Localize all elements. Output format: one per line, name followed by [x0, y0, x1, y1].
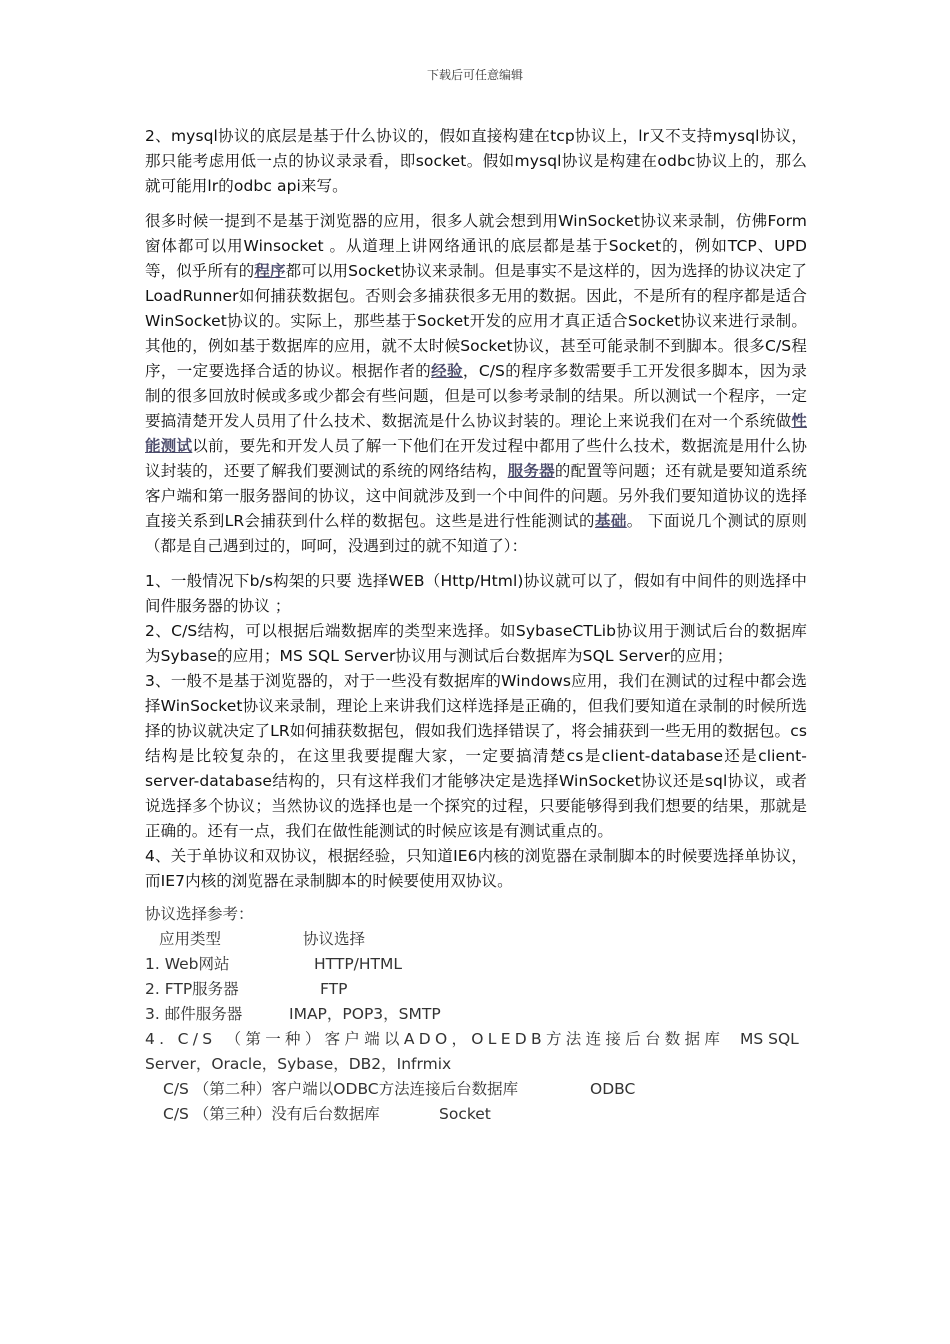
- link-program[interactable]: 程序: [254, 262, 286, 280]
- reference-section: [145, 902, 807, 1127]
- document-body: [145, 124, 807, 1127]
- rule-3: 3、一般不是基于浏览器的，对于一些没有数据库的Windows应用，我们在测试的过程中都会选择WinSocket协议来录制，理论上来讲我们这样选择是正确的，但我们要知道在录制的时候所选择的协议就决定了LR如何捕获数据包，假如我们选择错误了，将会捕获到一些无用的数据包。cs结构是比较复杂的，在这里我要提醒大家，一定要搞清楚cs是client-database还是client-server-database结构的，只有这样我们才能够决定是选择WinSocket协议还是sql协议，或者说选择多个协议；当然协议的选择也是一个探究的过程，只要能够得到我们想要的结果，那就是正确的。还有一点，我们在做性能测试的时候应该是有测试重点的。: [145, 672, 807, 840]
- row-protocol: MS SQL: [740, 1030, 799, 1048]
- reference-title: 协议选择参考：: [145, 905, 254, 923]
- row-protocol: ODBC: [590, 1080, 636, 1098]
- row-app: C/S （第三种）没有后台数据库: [163, 1105, 380, 1123]
- rule-4: 4、关于单协议和双协议，根据经验，只知道IE6内核的浏览器在录制脚本的时候要选择单协议，而IE7内核的浏览器在录制脚本的时候要使用双协议。: [145, 847, 807, 890]
- paragraph-protocol-intro: [145, 209, 807, 559]
- text-segment: 以前，要先和开发人员了解一下他们在开发过程中都用了些什么技术，数据流是用什么协议封装的，还要了解我们要测试的系统的网络结构，: [145, 437, 807, 480]
- rule-2: 2、C/S结构，可以根据后端数据库的类型来选择。如SybaseCTLib协议用于测试后台的数据库为Sybase的应用；MS SQL Server协议用与测试后台数据库为SQL Server的应用；: [145, 622, 807, 665]
- text-segment: 都可以用Socket协议来录制。但是事实不是这样的，因为选择的协议决定了LoadRunner如何捕获数据包。否则会多捕获很多无用的数据。因此，不是所有的程序都是适合WinSocket协议的。实际上，那些基于Socket开发的应用才真正适合Socket协议来进行录制。其他的，例如基于数据库的应用，就不太时候Socket协议，甚至可能录制不到脚本。很多C/S程序，一定要选择合适的协议。根据作者的: [145, 262, 808, 380]
- col-app-type: 应用类型: [159, 930, 222, 948]
- text-segment: ，C/S的程序多数需要手工开发很多脚本，因为录制的很多回放时候或多或少都会有些问题，但是可以参考录制的结果。所以测试一个程序，一定要搞清楚开发人员用了什么技术、数据流是什么协议封装的。理论上来说我们在对一个系统做: [145, 362, 808, 430]
- text-segment: 很多时候一提到不是基于浏览器的应用，很多人就会想到用WinSocket协议来录制，仿佛Form窗体都可以用Winsocket 。从道理上讲网络通讯的底层都是基于Socket的，例如TCP、UPD等，似乎所有的: [145, 212, 807, 280]
- reference-row: [145, 977, 807, 1002]
- row-app: 4. C/S （第一种）客户端以ADO，OLEDB方法连接后台数据库: [145, 1030, 725, 1048]
- text-segment: 的配置等问题；还有就是要知道系统客户端和第一服务器间的协议，这中间就涉及到一个中间件的问题。另外我们要知道协议的选择直接关系到LR会捕获到什么样的数据包。这些是进行性能测试的: [145, 462, 807, 530]
- row-app: C/S （第二种）客户端以ODBC方法连接后台数据库: [163, 1080, 519, 1098]
- row-app: 1. Web网站: [145, 955, 230, 973]
- reference-row: [145, 1027, 807, 1052]
- reference-row: [145, 1002, 807, 1027]
- reference-row: [145, 1077, 807, 1102]
- rule-1: 1、一般情况下b/s构架的只要 选择WEB（Http/Html)协议就可以了，假如有中间件的则选择中间件服务器的协议 ；: [145, 572, 807, 615]
- page-header: 下载后可任意编辑: [426, 68, 523, 82]
- link-performance-test[interactable]: 性能测试: [145, 412, 807, 455]
- link-basics[interactable]: 基础: [594, 512, 627, 530]
- reference-row-continuation: Server，Oracle，Sybase，DB2，Infrmix: [145, 1055, 452, 1073]
- paragraph-mysql: 2、mysql协议的底层是基于什么协议的，假如直接构建在tcp协议上，lr又不支持mysql协议，那只能考虑用低一点的协议录录看，即socket。假如mysql协议是构建在odbc协议上的，那么就可能用lr的odbc api来写。: [145, 127, 807, 195]
- row-protocol: HTTP/HTML: [314, 955, 403, 973]
- reference-row: [145, 1102, 807, 1127]
- link-server[interactable]: 服务器: [507, 462, 555, 480]
- row-protocol: FTP: [320, 980, 348, 998]
- row-protocol: IMAP，POP3，SMTP: [289, 1005, 441, 1023]
- reference-header-row: [145, 927, 807, 952]
- row-app: 2. FTP服务器: [145, 980, 239, 998]
- col-protocol: 协议选择: [303, 930, 366, 948]
- row-app: 3. 邮件服务器: [145, 1005, 243, 1023]
- row-protocol: Socket: [439, 1105, 491, 1123]
- text-segment: 。 下面说几个测试的原则（都是自己遇到过的，呵呵，没遇到过的就不知道了）：: [145, 512, 807, 555]
- reference-row: [145, 952, 807, 977]
- link-experience[interactable]: 经验: [431, 362, 463, 380]
